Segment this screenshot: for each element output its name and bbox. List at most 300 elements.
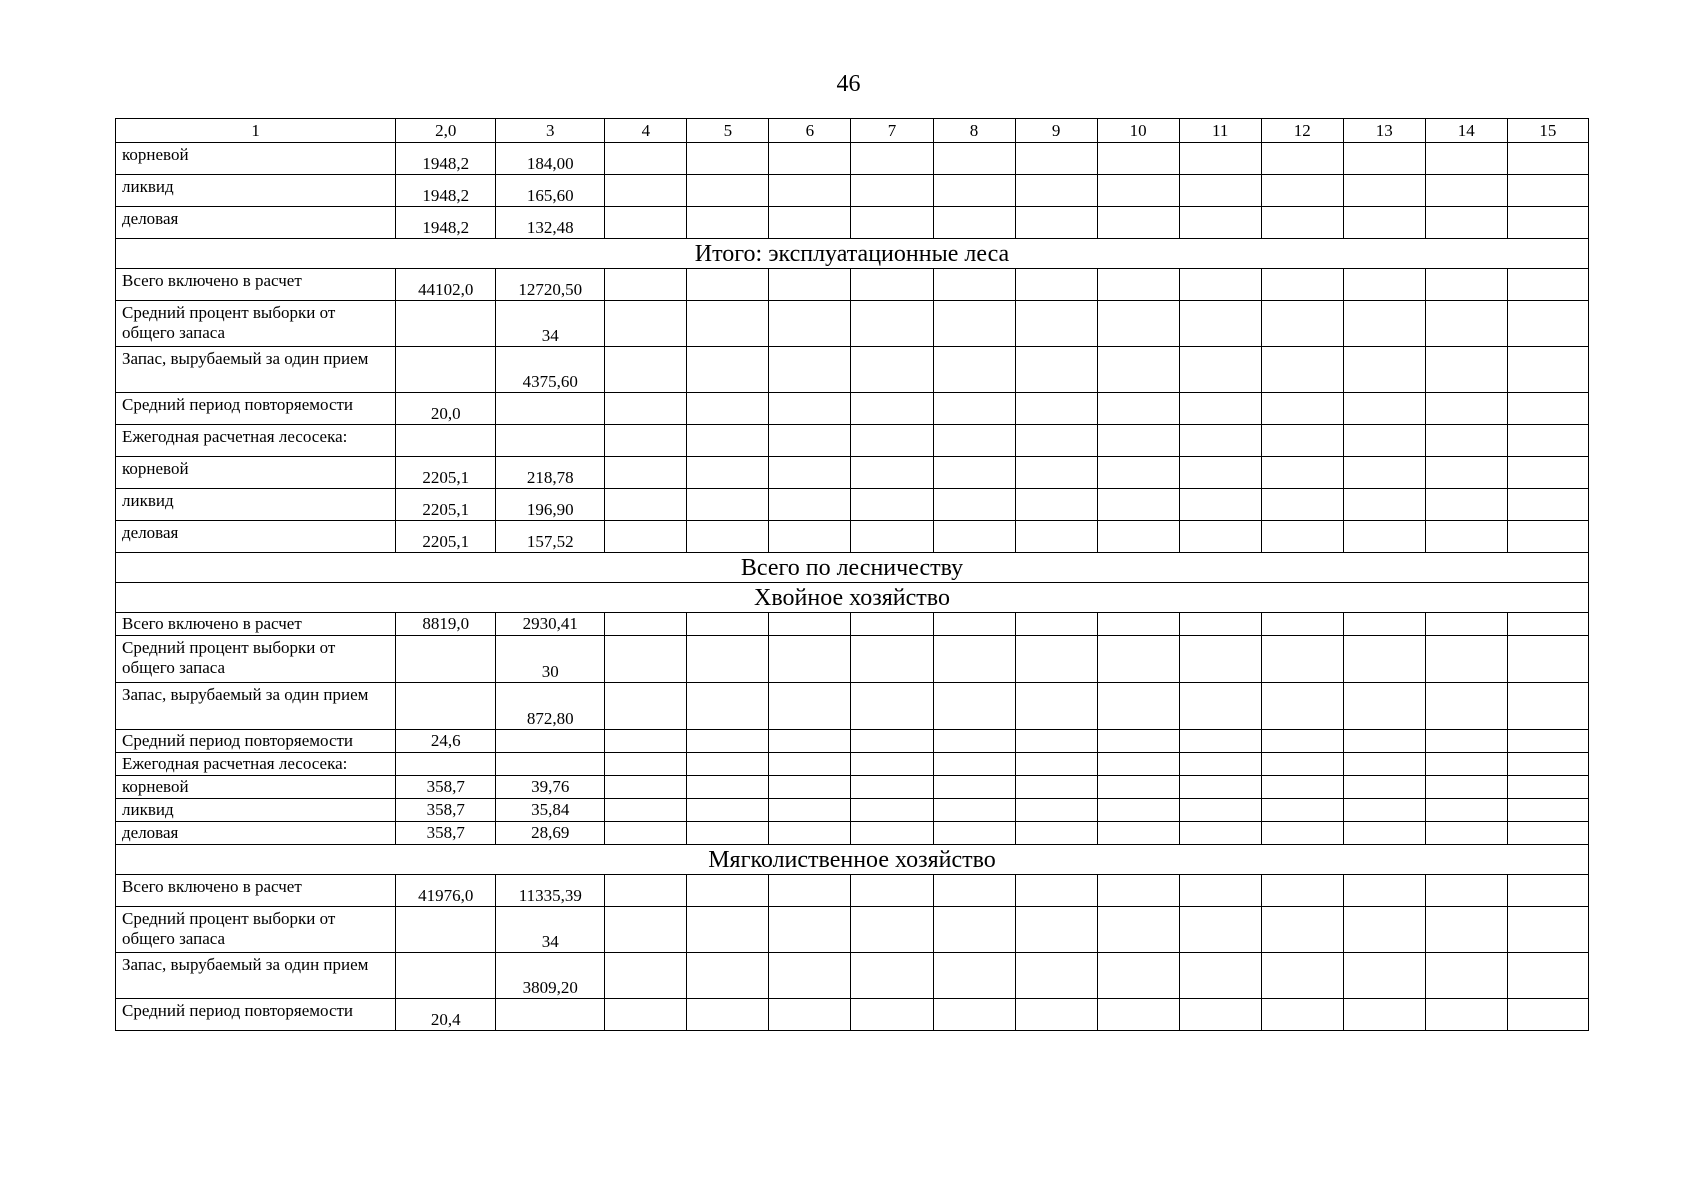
empty-cell	[1507, 776, 1588, 799]
row-label: Средний процент выборки от общего запаса	[116, 907, 396, 953]
empty-cell	[1179, 521, 1261, 553]
table-row	[116, 799, 1589, 822]
empty-cell	[1425, 753, 1507, 776]
volume-value-cell	[496, 999, 605, 1031]
empty-cell	[769, 683, 851, 730]
empty-cell	[1425, 393, 1507, 425]
section-header-row	[116, 239, 1589, 269]
empty-cell	[1015, 489, 1097, 521]
table-row	[116, 822, 1589, 845]
row-label: деловая	[116, 521, 396, 553]
empty-cell	[1425, 730, 1507, 753]
empty-cell	[605, 269, 687, 301]
area-value-cell	[396, 907, 496, 953]
empty-cell	[605, 799, 687, 822]
empty-cell	[687, 489, 769, 521]
empty-cell	[605, 999, 687, 1031]
empty-cell	[1507, 953, 1588, 999]
empty-cell	[605, 393, 687, 425]
empty-cell	[687, 393, 769, 425]
empty-cell	[605, 776, 687, 799]
empty-cell	[1507, 730, 1588, 753]
empty-cell	[933, 907, 1015, 953]
empty-cell	[687, 753, 769, 776]
empty-cell	[851, 269, 933, 301]
empty-cell	[1261, 953, 1343, 999]
empty-cell	[1425, 143, 1507, 175]
empty-cell	[1097, 953, 1179, 999]
empty-cell	[769, 776, 851, 799]
row-label: деловая	[116, 822, 396, 845]
empty-cell	[1343, 347, 1425, 393]
empty-cell	[1425, 999, 1507, 1031]
row-label: Запас, вырубаемый за один прием	[116, 953, 396, 999]
empty-cell	[1507, 175, 1588, 207]
empty-cell	[1179, 143, 1261, 175]
forest-cutting-table	[115, 118, 1589, 1031]
empty-cell	[1507, 521, 1588, 553]
empty-cell	[1343, 489, 1425, 521]
empty-cell	[933, 301, 1015, 347]
table-row	[116, 143, 1589, 175]
empty-cell	[687, 457, 769, 489]
empty-cell	[605, 175, 687, 207]
empty-cell	[1179, 489, 1261, 521]
empty-cell	[933, 393, 1015, 425]
empty-cell	[1261, 347, 1343, 393]
empty-cell	[1179, 347, 1261, 393]
empty-cell	[1261, 207, 1343, 239]
empty-cell	[605, 907, 687, 953]
empty-cell	[1507, 636, 1588, 683]
area-value-cell: 358,7	[396, 822, 496, 845]
empty-cell	[1343, 457, 1425, 489]
empty-cell	[687, 683, 769, 730]
volume-value-cell: 218,78	[496, 457, 605, 489]
empty-cell	[1343, 269, 1425, 301]
empty-cell	[851, 776, 933, 799]
empty-cell	[1015, 683, 1097, 730]
empty-cell	[1507, 683, 1588, 730]
empty-cell	[687, 347, 769, 393]
empty-cell	[933, 207, 1015, 239]
empty-cell	[1507, 875, 1588, 907]
empty-cell	[1097, 269, 1179, 301]
volume-value-cell: 12720,50	[496, 269, 605, 301]
volume-value-cell	[496, 753, 605, 776]
row-label: Ежегодная расчетная лесосека:	[116, 753, 396, 776]
empty-cell	[687, 143, 769, 175]
empty-cell	[1507, 753, 1588, 776]
empty-cell	[1425, 822, 1507, 845]
empty-cell	[1425, 175, 1507, 207]
empty-cell	[1097, 143, 1179, 175]
area-value-cell: 358,7	[396, 776, 496, 799]
empty-cell	[687, 521, 769, 553]
empty-cell	[769, 613, 851, 636]
empty-cell	[1507, 799, 1588, 822]
area-value-cell: 44102,0	[396, 269, 496, 301]
empty-cell	[687, 425, 769, 457]
empty-cell	[769, 269, 851, 301]
empty-cell	[851, 753, 933, 776]
area-value-cell: 1948,2	[396, 175, 496, 207]
empty-cell	[1343, 776, 1425, 799]
section-title: Мягколиственное хозяйство	[116, 845, 1589, 875]
empty-cell	[1015, 730, 1097, 753]
area-value-cell: 24,6	[396, 730, 496, 753]
empty-cell	[1015, 907, 1097, 953]
area-value-cell	[396, 953, 496, 999]
empty-cell	[851, 907, 933, 953]
row-label: Всего включено в расчет	[116, 269, 396, 301]
empty-cell	[687, 636, 769, 683]
table-row	[116, 347, 1589, 393]
empty-cell	[1425, 347, 1507, 393]
empty-cell	[1507, 907, 1588, 953]
empty-cell	[851, 489, 933, 521]
empty-cell	[1015, 875, 1097, 907]
empty-cell	[605, 425, 687, 457]
empty-cell	[1261, 999, 1343, 1031]
column-number-cell: 4	[605, 119, 687, 143]
table-row	[116, 207, 1589, 239]
empty-cell	[769, 393, 851, 425]
row-label: Запас, вырубаемый за один прием	[116, 347, 396, 393]
table-row	[116, 489, 1589, 521]
empty-cell	[1507, 489, 1588, 521]
empty-cell	[851, 730, 933, 753]
volume-value-cell: 157,52	[496, 521, 605, 553]
empty-cell	[1507, 822, 1588, 845]
table-row	[116, 875, 1589, 907]
table-row	[116, 683, 1589, 730]
empty-cell	[1425, 907, 1507, 953]
empty-cell	[1343, 521, 1425, 553]
empty-cell	[933, 822, 1015, 845]
table-row	[116, 907, 1589, 953]
empty-cell	[851, 999, 933, 1031]
empty-cell	[1097, 776, 1179, 799]
empty-cell	[1015, 301, 1097, 347]
empty-cell	[1097, 822, 1179, 845]
empty-cell	[687, 175, 769, 207]
row-label: Всего включено в расчет	[116, 613, 396, 636]
empty-cell	[1179, 269, 1261, 301]
empty-cell	[1261, 907, 1343, 953]
area-value-cell: 2205,1	[396, 521, 496, 553]
row-label: Средний процент выборки от общего запаса	[116, 636, 396, 683]
volume-value-cell: 39,76	[496, 776, 605, 799]
volume-value-cell: 28,69	[496, 822, 605, 845]
empty-cell	[1507, 301, 1588, 347]
empty-cell	[1425, 489, 1507, 521]
volume-value-cell	[496, 393, 605, 425]
area-value-cell: 41976,0	[396, 875, 496, 907]
column-number-cell: 12	[1261, 119, 1343, 143]
empty-cell	[769, 457, 851, 489]
volume-value-cell: 3809,20	[496, 953, 605, 999]
empty-cell	[933, 425, 1015, 457]
table-row	[116, 730, 1589, 753]
volume-value-cell	[496, 425, 605, 457]
section-header-row	[116, 583, 1589, 613]
empty-cell	[1425, 613, 1507, 636]
empty-cell	[933, 143, 1015, 175]
empty-cell	[769, 143, 851, 175]
column-number-cell: 14	[1425, 119, 1507, 143]
empty-cell	[1179, 425, 1261, 457]
empty-cell	[1179, 776, 1261, 799]
volume-value-cell: 4375,60	[496, 347, 605, 393]
empty-cell	[1179, 999, 1261, 1031]
table-row	[116, 613, 1589, 636]
empty-cell	[605, 457, 687, 489]
empty-cell	[1425, 521, 1507, 553]
empty-cell	[851, 175, 933, 207]
empty-cell	[1179, 875, 1261, 907]
empty-cell	[1097, 175, 1179, 207]
row-label: Запас, вырубаемый за один прием	[116, 683, 396, 730]
empty-cell	[1425, 425, 1507, 457]
empty-cell	[933, 776, 1015, 799]
empty-cell	[1425, 457, 1507, 489]
empty-cell	[605, 489, 687, 521]
empty-cell	[769, 301, 851, 347]
volume-value-cell: 196,90	[496, 489, 605, 521]
table-row	[116, 393, 1589, 425]
empty-cell	[1261, 730, 1343, 753]
row-label: ликвид	[116, 799, 396, 822]
empty-cell	[851, 393, 933, 425]
empty-cell	[769, 875, 851, 907]
area-value-cell	[396, 753, 496, 776]
empty-cell	[1261, 457, 1343, 489]
empty-cell	[1343, 730, 1425, 753]
empty-cell	[1261, 776, 1343, 799]
empty-cell	[1097, 636, 1179, 683]
volume-value-cell: 2930,41	[496, 613, 605, 636]
empty-cell	[1343, 875, 1425, 907]
empty-cell	[1179, 907, 1261, 953]
empty-cell	[687, 799, 769, 822]
area-value-cell	[396, 347, 496, 393]
empty-cell	[687, 776, 769, 799]
empty-cell	[1343, 393, 1425, 425]
empty-cell	[1507, 269, 1588, 301]
empty-cell	[1261, 489, 1343, 521]
row-label: корневой	[116, 457, 396, 489]
empty-cell	[605, 730, 687, 753]
column-number-cell: 6	[769, 119, 851, 143]
column-number-cell: 7	[851, 119, 933, 143]
empty-cell	[933, 683, 1015, 730]
empty-cell	[605, 301, 687, 347]
empty-cell	[933, 521, 1015, 553]
empty-cell	[605, 521, 687, 553]
empty-cell	[1179, 207, 1261, 239]
empty-cell	[1425, 683, 1507, 730]
empty-cell	[1261, 425, 1343, 457]
empty-cell	[1015, 143, 1097, 175]
table-row	[116, 521, 1589, 553]
page-number: 46	[836, 71, 861, 97]
area-value-cell	[396, 425, 496, 457]
empty-cell	[1261, 875, 1343, 907]
empty-cell	[1179, 799, 1261, 822]
volume-value-cell: 35,84	[496, 799, 605, 822]
empty-cell	[1179, 613, 1261, 636]
volume-value-cell: 34	[496, 301, 605, 347]
empty-cell	[1097, 753, 1179, 776]
empty-cell	[605, 753, 687, 776]
area-value-cell	[396, 301, 496, 347]
empty-cell	[1507, 347, 1588, 393]
empty-cell	[1425, 953, 1507, 999]
section-title: Хвойное хозяйство	[116, 583, 1589, 613]
empty-cell	[1015, 521, 1097, 553]
empty-cell	[1343, 683, 1425, 730]
empty-cell	[1015, 636, 1097, 683]
empty-cell	[1179, 175, 1261, 207]
empty-cell	[851, 636, 933, 683]
empty-cell	[1261, 521, 1343, 553]
empty-cell	[1097, 457, 1179, 489]
empty-cell	[1343, 753, 1425, 776]
empty-cell	[1343, 636, 1425, 683]
volume-value-cell: 30	[496, 636, 605, 683]
empty-cell	[1097, 489, 1179, 521]
empty-cell	[1343, 822, 1425, 845]
column-number-cell: 8	[933, 119, 1015, 143]
empty-cell	[1343, 175, 1425, 207]
empty-cell	[851, 425, 933, 457]
empty-cell	[933, 753, 1015, 776]
empty-cell	[1097, 207, 1179, 239]
empty-cell	[1343, 207, 1425, 239]
empty-cell	[1097, 613, 1179, 636]
empty-cell	[769, 730, 851, 753]
row-label: Средний период повторяемости	[116, 393, 396, 425]
empty-cell	[1343, 143, 1425, 175]
column-number-cell: 13	[1343, 119, 1425, 143]
empty-cell	[933, 953, 1015, 999]
volume-value-cell: 132,48	[496, 207, 605, 239]
empty-cell	[1425, 875, 1507, 907]
column-number-cell: 5	[687, 119, 769, 143]
empty-cell	[1015, 425, 1097, 457]
empty-cell	[1179, 683, 1261, 730]
empty-cell	[851, 521, 933, 553]
empty-cell	[605, 347, 687, 393]
empty-cell	[605, 683, 687, 730]
empty-cell	[1261, 613, 1343, 636]
empty-cell	[1343, 301, 1425, 347]
empty-cell	[1261, 393, 1343, 425]
empty-cell	[1097, 999, 1179, 1031]
column-number-cell: 1	[116, 119, 396, 143]
empty-cell	[769, 999, 851, 1031]
empty-cell	[1343, 907, 1425, 953]
empty-cell	[1097, 799, 1179, 822]
empty-cell	[605, 143, 687, 175]
empty-cell	[1015, 999, 1097, 1031]
empty-cell	[1261, 636, 1343, 683]
column-number-cell: 2,0	[396, 119, 496, 143]
volume-value-cell: 11335,39	[496, 875, 605, 907]
empty-cell	[605, 207, 687, 239]
empty-cell	[1097, 425, 1179, 457]
empty-cell	[851, 613, 933, 636]
section-header-row	[116, 845, 1589, 875]
empty-cell	[769, 636, 851, 683]
empty-cell	[851, 822, 933, 845]
empty-cell	[933, 269, 1015, 301]
empty-cell	[1261, 175, 1343, 207]
table-row	[116, 301, 1589, 347]
empty-cell	[1179, 730, 1261, 753]
empty-cell	[687, 269, 769, 301]
column-number-cell: 15	[1507, 119, 1588, 143]
empty-cell	[1179, 457, 1261, 489]
empty-cell	[1015, 799, 1097, 822]
empty-cell	[687, 907, 769, 953]
empty-cell	[851, 347, 933, 393]
empty-cell	[1425, 207, 1507, 239]
empty-cell	[1179, 393, 1261, 425]
empty-cell	[851, 953, 933, 999]
empty-cell	[1097, 683, 1179, 730]
empty-cell	[851, 301, 933, 347]
empty-cell	[1097, 875, 1179, 907]
row-label: Средний период повторяемости	[116, 730, 396, 753]
empty-cell	[687, 875, 769, 907]
empty-cell	[605, 875, 687, 907]
empty-cell	[1507, 143, 1588, 175]
row-label: Средний период повторяемости	[116, 999, 396, 1031]
empty-cell	[933, 636, 1015, 683]
empty-cell	[1261, 301, 1343, 347]
empty-cell	[687, 953, 769, 999]
table-row	[116, 457, 1589, 489]
area-value-cell: 8819,0	[396, 613, 496, 636]
empty-cell	[851, 207, 933, 239]
empty-cell	[1507, 457, 1588, 489]
empty-cell	[1425, 301, 1507, 347]
column-number-cell: 11	[1179, 119, 1261, 143]
empty-cell	[769, 953, 851, 999]
empty-cell	[1343, 613, 1425, 636]
empty-cell	[1097, 730, 1179, 753]
row-label: корневой	[116, 143, 396, 175]
empty-cell	[851, 143, 933, 175]
empty-cell	[687, 207, 769, 239]
empty-cell	[605, 822, 687, 845]
empty-cell	[1507, 207, 1588, 239]
column-number-cell: 10	[1097, 119, 1179, 143]
row-label: Всего включено в расчет	[116, 875, 396, 907]
volume-value-cell: 34	[496, 907, 605, 953]
empty-cell	[1507, 613, 1588, 636]
empty-cell	[687, 613, 769, 636]
area-value-cell: 1948,2	[396, 207, 496, 239]
empty-cell	[769, 347, 851, 393]
empty-cell	[1343, 425, 1425, 457]
row-label: ликвид	[116, 489, 396, 521]
empty-cell	[1097, 347, 1179, 393]
empty-cell	[1179, 822, 1261, 845]
empty-cell	[1425, 776, 1507, 799]
